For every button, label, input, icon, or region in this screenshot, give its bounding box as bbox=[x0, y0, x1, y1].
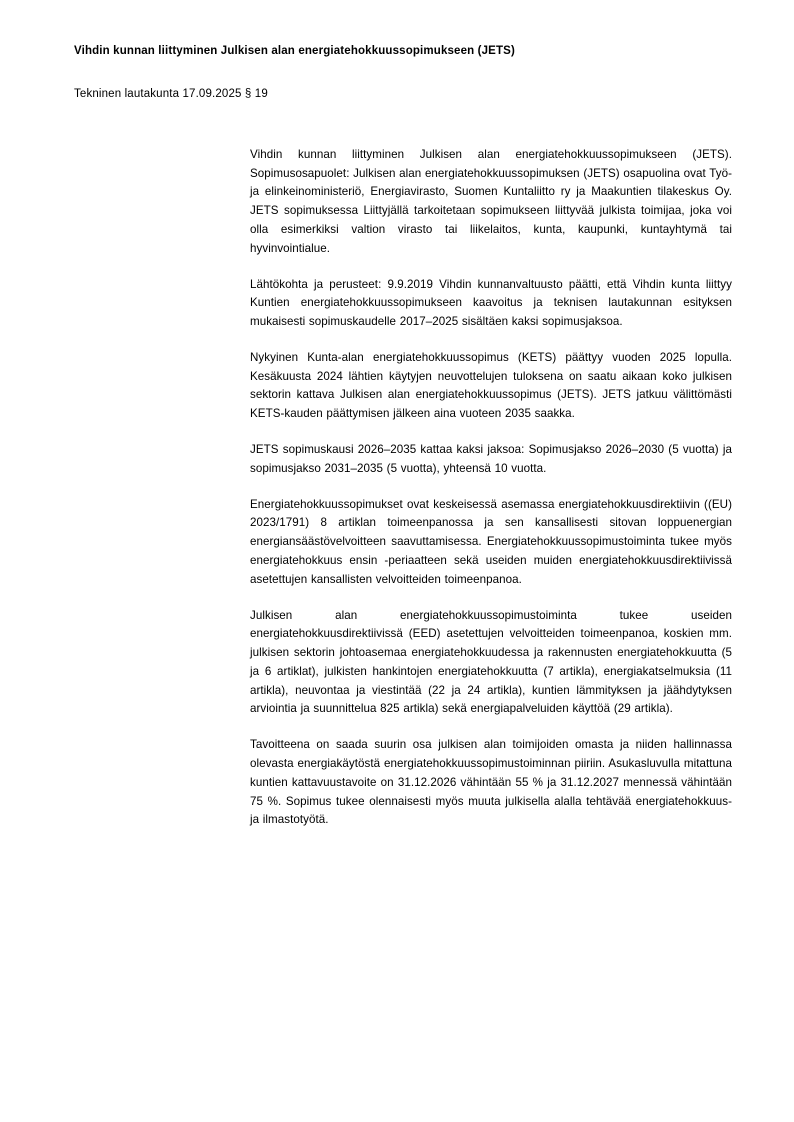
body-paragraph: JETS sopimuskausi 2026–2035 kattaa kaksi jaksoa: Sopimusjakso 2026–2030 (5 vuotta) ja sopimusjakso 2031–2035 (5 vuotta), yhteensä 10 vuotta. bbox=[250, 443, 732, 475]
body-paragraph: Vihdin kunnan liittyminen Julkisen alan energiatehokkuussopimukseen (JETS). Sopimusosapuolet: Julkisen alan energiatehokkuussopimuksen (JETS) osapuolina ovat Työ- ja elinkeinoministeriö, Energiavirasto, Suomen Kuntaliitto ry ja Maakuntien tilakeskus Oy. JETS sopimuksessa Liittyjällä tarkoitetaan sopimukseen liittyvää julkista toimijaa, joka voi olla esimerkiksi valtion virasto tai liikelaitos, kunta, kaupunki, kuntayhtymä tai hyvinvointialue. bbox=[250, 147, 732, 255]
body-paragraph: Nykyinen Kunta-alan energiatehokkuussopimus (KETS) päättyy vuoden 2025 lopulla. Kesäkuusta 2024 lähtien käytyjen neuvottelujen tuloksena on saatu aikaan koko julkisen sektorin kattava Julkisen alan energiatehokkuussopimus (JETS). JETS jatkuu välittömästi KETS-kauden päättymisen jälkeen aina vuoteen 2035 saakka. bbox=[250, 350, 732, 421]
page-title: Vihdin kunnan liittyminen Julkisen alan energiatehokkuussopimukseen (JETS) bbox=[74, 45, 515, 57]
body-paragraph: Lähtökohta ja perusteet: 9.9.2019 Vihdin kunnanvaltuusto päätti, että Vihdin kunta liittyy Kuntien energiatehokkuussopimukseen kaavoitus ja teknisen lautakunnan esityksen mukaisesti sopimuskaudelle 2017–2025 sisältäen kaksi sopimusjaksoa. bbox=[250, 277, 732, 329]
body-paragraph: Julkisen alan energiatehokkuussopimustoiminta tukee useiden energiatehokkuusdirektiivissä (EED) asetettujen velvoitteiden toimeenpanoa, koskien mm. julkisen sektorin johtoasemaa energiatehokkuudessa ja rakennusten energiatehokkuutta (5 ja 6 artiklat), julkisten hankintojen energiatehokkuutta (7 artikla), energiakatselmuksia (11 artikla), neuvontaa ja viestintää (22 ja 24 artikla), kuntien lämmityksen ja jäähdytyksen arviointia ja suunnittelua 825 artikla) sekä energiapalveluiden käyttöä (29 artikla). bbox=[250, 608, 732, 716]
document-body bbox=[250, 146, 732, 830]
body-paragraph: Energiatehokkuussopimukset ovat keskeisessä asemassa energiatehokkuusdirektiivin ((EU) 2023/1791) 8 artiklan toimeenpanossa ja sen kansallisesti sitovan loppuenergian energiansäästövelvoitteen saavuttamisessa. Energiatehokkuussopimustoiminta tukee myös energiatehokkuus ensin -periaatteen sekä useiden muiden energiatehokkuusdirektiivissä asetettujen kansallisten velvoitteiden toimeenpanoa. bbox=[250, 497, 732, 586]
document-meta-line: Tekninen lautakunta 17.09.2025 § 19 bbox=[74, 87, 268, 100]
body-paragraph: Tavoitteena on saada suurin osa julkisen alan toimijoiden omasta ja niiden hallinnassa olevasta energiakäytöstä energiatehokkuussopimustoiminnan piiriin. Asukasluvulla mitattuna kuntien kattavuustavoite on 31.12.2026 vähintään 55 % ja 31.12.2027 mennessä vähintään 75 %. Sopimus tukee olennaisesti myös muuta julkisella alalla tehtävää energiatehokkuus- ja ilmastotyötä. bbox=[250, 738, 732, 827]
